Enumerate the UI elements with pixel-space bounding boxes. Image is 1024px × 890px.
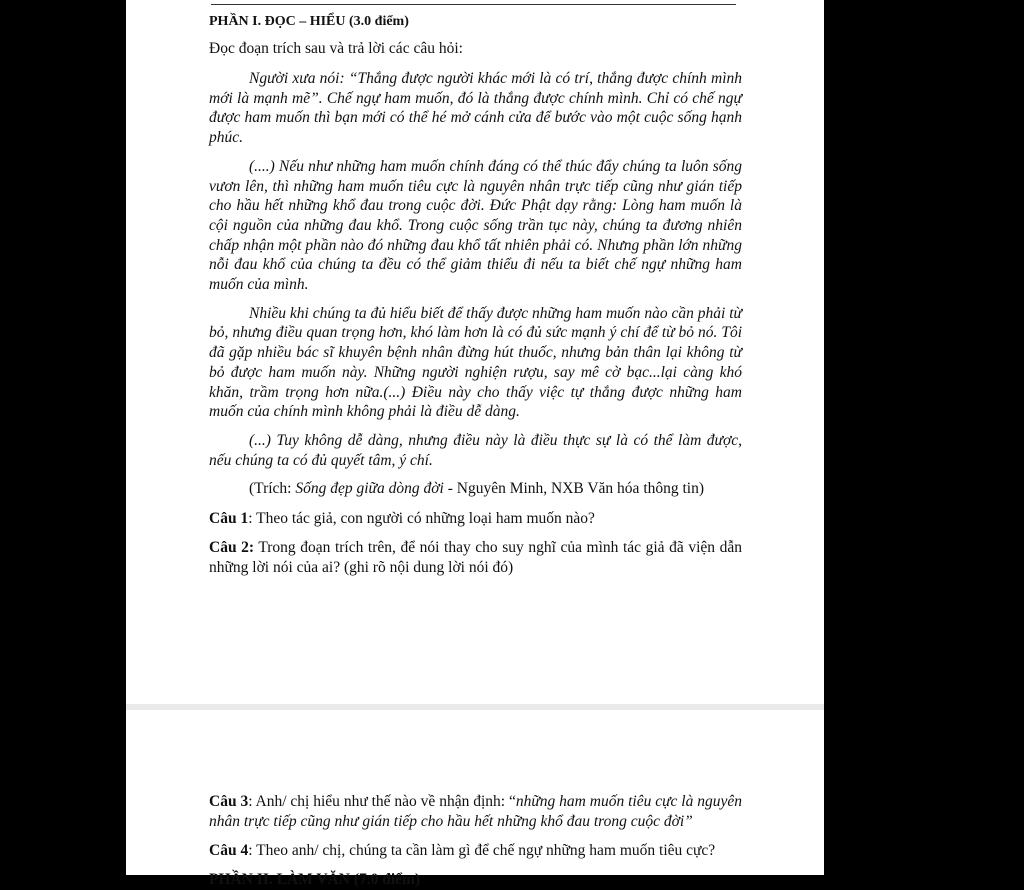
cut-off-heading: PHẦN II. LÀM VĂN (7.0 điểm) <box>209 871 421 888</box>
question-2-text: Trong đoạn trích trên, để nói thay cho suy nghĩ của mình tác giả đã viện dẫn những lời nói của ai? (ghi rõ nội dung lời nói đó) <box>209 539 742 577</box>
document-page-1 <box>126 0 824 704</box>
question-4-label: Câu 4 <box>209 842 249 859</box>
source-citation <box>249 479 742 499</box>
page-1-content <box>209 12 742 587</box>
question-3 <box>209 792 742 832</box>
question-1-label: Câu 1 <box>209 510 249 528</box>
passage-paragraph-4: (...) Tuy không dễ dàng, nhưng điều này là điều thực sự là có thể làm được, nếu chúng ta có đủ quyết tâm, ý chí. <box>209 431 742 469</box>
question-1 <box>209 509 742 529</box>
passage-paragraph-1: Người xưa nói: “Thắng được người khác mới là có trí, thắng được chính mình mới là mạnh mẽ”. Chế ngự ham muốn, đó là thắng được chính mình. Chỉ có chế ngự được ham muốn thì bạn mới có thể hé mở cánh cửa để bước vào một cuộc sống hạnh phúc. <box>209 70 742 147</box>
top-rule <box>211 4 736 5</box>
question-3-separator: : <box>248 793 256 810</box>
passage-paragraph-3: Nhiều khi chúng ta đủ hiểu biết để thấy được những ham muốn nào cần phải từ bỏ, nhưng điều quan trọng hơn, khó làm hơn là có đủ sức mạnh ý chí để từ bỏ nó. Tôi đã gặp nhiều bác sĩ khuyên bệnh nhân đừng hút thuốc, nhưng bản thân lại không từ bỏ được ham muốn này. Những người nghiện rượu, say mê cờ bạc...lại càng khó khăn, trầm trọng hơn nữa.(...) Điều này cho thấy việc tự thắng được những ham muốn của chính mình không phải là điều dễ dàng. <box>209 304 742 421</box>
question-4-separator: : <box>248 842 257 859</box>
section-heading: PHẦN I. ĐỌC – HIỂU (3.0 điểm) <box>209 14 409 29</box>
source-title: Sống đẹp giữa dòng đời <box>295 480 444 498</box>
question-3-label: Câu 3 <box>209 793 249 810</box>
question-2 <box>209 538 742 578</box>
question-3-quote: những ham muốn tiêu cực là nguyên nhân trực tiếp cũng như gián tiếp cho hầu hết những khổ đau trong cuộc đời” <box>209 793 743 830</box>
question-2-label: Câu 2: <box>209 539 255 557</box>
instruction: Đọc đoạn trích sau và trả lời các câu hỏi: <box>209 40 463 57</box>
question-4 <box>209 841 742 861</box>
source-prefix: (Trích: <box>249 480 296 498</box>
question-1-separator: : <box>248 510 257 528</box>
question-1-text: Theo tác giả, con người có những loại ham muốn nào? <box>256 510 595 528</box>
page-2-content <box>209 792 742 890</box>
question-3-text: Anh/ chị hiểu như thế nào về nhận định: “ <box>255 793 516 810</box>
question-4-text: Theo anh/ chị, chúng ta cần làm gì để chế ngự những ham muốn tiêu cực? <box>256 842 716 859</box>
document-page-2 <box>126 710 824 888</box>
source-suffix: - Nguyên Minh, NXB Văn hóa thông tin) <box>443 480 705 498</box>
passage-paragraph-2: (....) Nếu như những ham muốn chính đáng có thể thúc đẩy chúng ta luôn sống vươn lên, thì những ham muốn tiêu cực là nguyên nhân trực tiếp cũng như gián tiếp cho hầu hết những khổ đau trong cuộc đời. Đức Phật dạy rằng: Lòng ham muốn là cội nguồn của những đau khổ. Trong cuộc sống trần tục này, chúng ta đương nhiên chấp nhận một phần nào đó những đau khổ tất nhiên phải có. Nhưng phần lớn những nỗi đau khổ của chúng ta đều có thể giảm thiểu đi nếu ta biết chế ngự những ham muốn của mình. <box>209 157 742 294</box>
